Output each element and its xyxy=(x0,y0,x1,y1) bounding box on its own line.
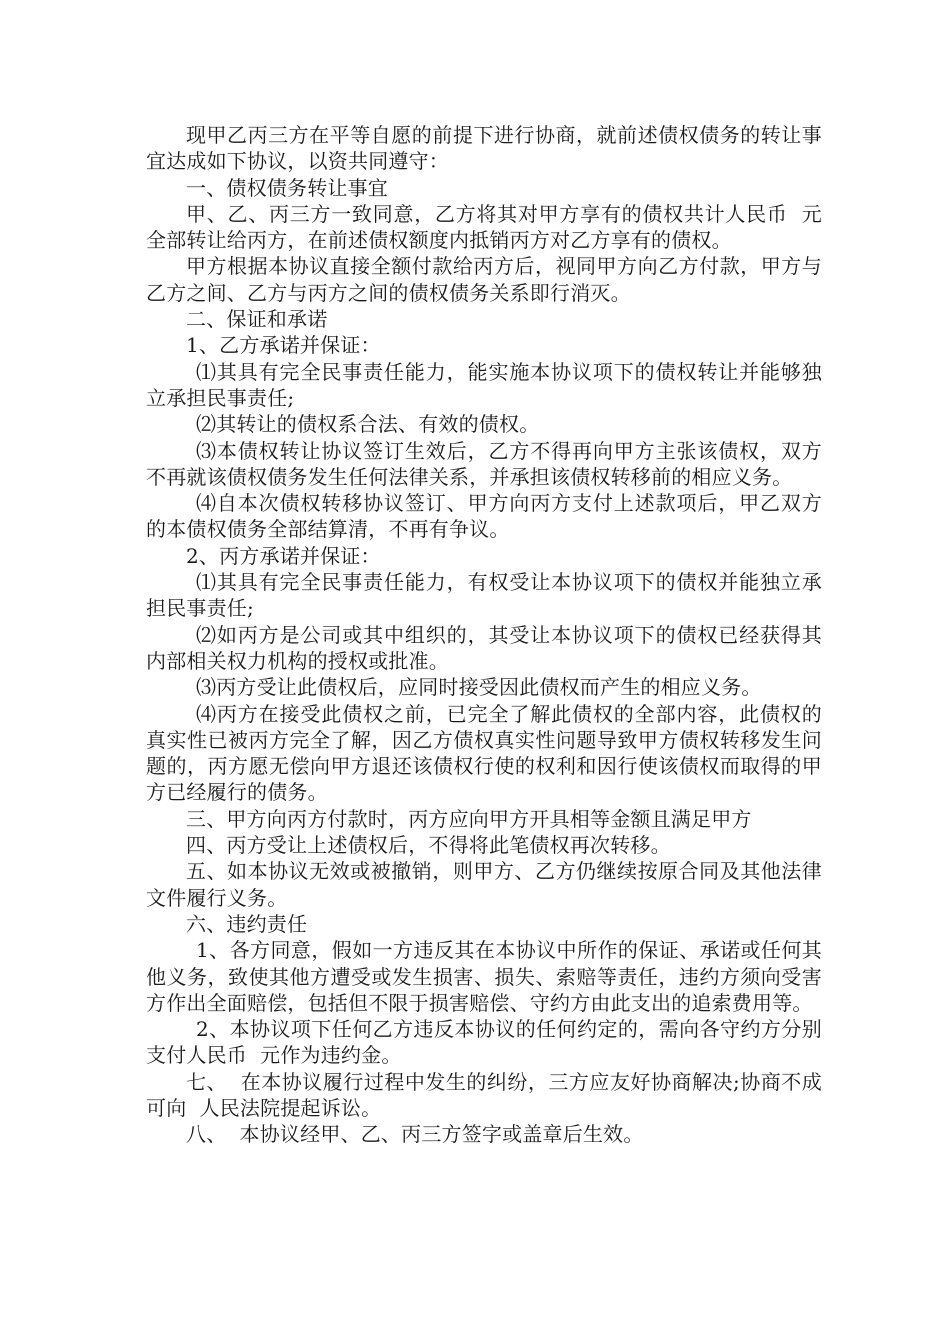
party-b-item-3: ⑶本债权转让协议签订生效后，乙方不得再向甲方主张该债权，双方不再就该债权债务发生任何法律关系，并承担该债权转移前的相应义务。 xyxy=(146,438,822,489)
section-1-paragraph-2: 甲方根据本协议直接全额付款给丙方后，视同甲方向乙方付款，甲方与乙方之间、乙方与丙方之间的债权债务关系即行消灭。 xyxy=(146,254,822,305)
section-6-heading: 六、违约责任 xyxy=(186,911,308,936)
intro-paragraph: 现甲乙丙三方在平等自愿的前提下进行协商，就前述债权债务的转让事宜达成如下协议，以资共同遵守： xyxy=(146,123,822,174)
party-c-item-3: ⑶丙方受让此债权后，应同时接受因此债权而产生的相应义务。 xyxy=(196,675,762,700)
agreement-document xyxy=(146,122,822,1148)
party-c-item-2: ⑵如丙方是公司或其中组织的，其受让本协议项下的债权已经获得其内部相关权力机构的授权或批准。 xyxy=(146,622,822,673)
party-c-item-1: ⑴其具有完全民事责任能力，有权受让本协议项下的债权并能独立承担民事责任; xyxy=(146,570,822,621)
party-b-item-1: ⑴其具有完全民事责任能力，能实施本协议项下的债权转让并能够独立承担民事责任; xyxy=(146,359,822,410)
section-4-paragraph: 四、丙方受让上述债权后，不得将此笔债权再次转移。 xyxy=(186,833,671,858)
section-8-paragraph: 八、 本协议经甲、乙、丙三方签字或盖章后生效。 xyxy=(186,1122,644,1147)
party-c-item-4: ⑷丙方在接受此债权之前，已完全了解此债权的全部内容，此债权的真实性已被丙方完全了解，因乙方债权真实性问题导致甲方债权转移发生问题的，丙方愿无偿向甲方退还该债权行使的权利和因行使该债权而取得的甲方已经履行的债务。 xyxy=(146,701,822,805)
section-5-paragraph: 五、如本协议无效或被撤销，则甲方、乙方仍继续按原合同及其他法律文件履行义务。 xyxy=(146,859,822,910)
section-1-heading: 一、债权债务转让事宜 xyxy=(186,175,388,200)
section-1-paragraph-1: 甲、乙、丙三方一致同意，乙方将其对甲方享有的债权共计人民币 元全部转让给丙方，在前述债权额度内抵销丙方对乙方享有的债权。 xyxy=(146,201,822,253)
section-6-item-1: 1、各方同意，假如一方违反其在本协议中所作的保证、承诺或任何其他义务，致使其他方遭受或发生损害、损失、索赔等责任，违约方须向受害方作出全面赔偿，包括但不限于损害赔偿、守约方由此支出的追索费用等。 xyxy=(146,938,822,1015)
section-7-paragraph: 七、 在本协议履行过程中发生的纠纷，三方应友好协商解决;协商不成可向 人民法院提起诉讼。 xyxy=(146,1069,822,1120)
section-2-heading: 二、保证和承诺 xyxy=(186,307,328,332)
party-c-heading: 2、丙方承诺并保证： xyxy=(186,543,381,568)
section-3-paragraph: 三、甲方向丙方付款时，丙方应向甲方开具相等金额且满足甲方 xyxy=(186,806,752,831)
party-b-item-2: ⑵其转让的债权系合法、有效的债权。 xyxy=(196,412,540,437)
party-b-heading: 1、乙方承诺并保证： xyxy=(186,333,381,358)
section-6-item-2: 2、本协议项下任何乙方违反本协议的任何约定的，需向各守约方分别支付人民币 元作为违约金。 xyxy=(146,1017,822,1068)
party-b-item-4: ⑷自本次债权转移协议签订、甲方向丙方支付上述款项后，甲乙双方的本债权债务全部结算清，不再有争议。 xyxy=(146,491,822,542)
